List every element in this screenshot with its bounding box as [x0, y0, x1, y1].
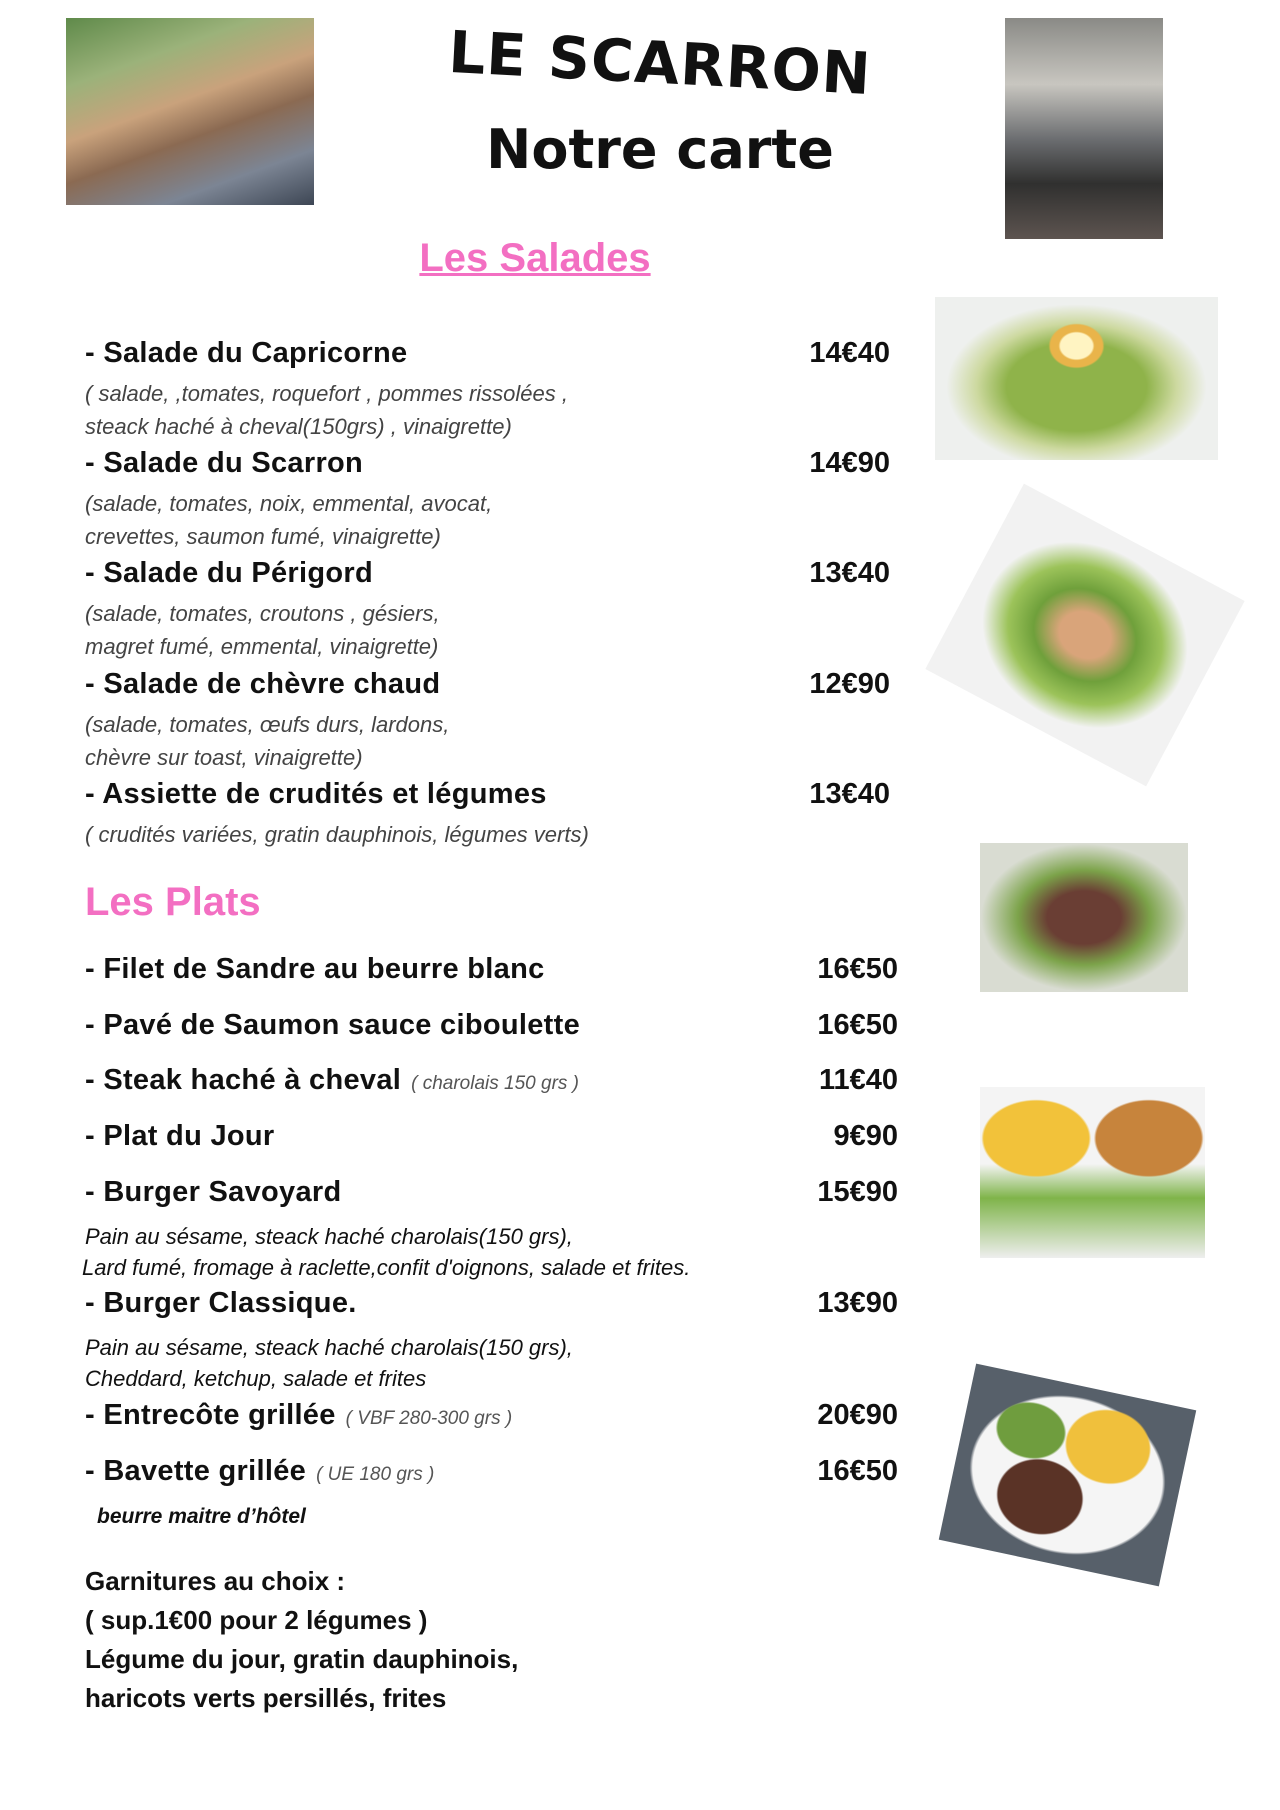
- menu-item-price: 16€50: [817, 1455, 898, 1487]
- menu-item-name: [85, 1287, 357, 1320]
- menu-item-name: [85, 1455, 434, 1488]
- menu-item-description: Pain au sésame, steack haché charolais(150 grs),: [85, 1335, 573, 1360]
- menu-item-label: - Filet de Sandre au beurre blanc: [85, 953, 545, 985]
- menu-item-description: crevettes, saumon fumé, vinaigrette): [85, 524, 441, 549]
- restaurant-title: LE SCARRON: [446, 17, 874, 109]
- salad-capricorne-photo: [935, 297, 1218, 460]
- menu-item-description: Lard fumé, fromage à raclette,confit d'oignons, salade et frites.: [82, 1255, 691, 1280]
- menu-item-label: - Plat du Jour: [85, 1120, 275, 1152]
- menu-item-price: 16€50: [817, 953, 898, 985]
- menu-item-label: - Burger Classique.: [85, 1287, 357, 1319]
- menu-item-price: 13€90: [817, 1287, 898, 1319]
- menu-item-name: [85, 1064, 579, 1097]
- menu-item-description: chèvre sur toast, vinaigrette): [85, 745, 363, 770]
- menu-item-label: - Pavé de Saumon sauce ciboulette: [85, 1009, 580, 1041]
- menu-item-name: [85, 1009, 580, 1042]
- section-heading-plats: Les Plats: [85, 880, 261, 924]
- menu-item-name: [85, 1176, 342, 1209]
- menu-item-description: (salade, tomates, croutons , gésiers,: [85, 601, 440, 626]
- garnitures-line: Garnitures au choix :: [85, 1566, 346, 1596]
- menu-item-price: 13€40: [809, 557, 890, 589]
- menu-item-description: (salade, tomates, œufs durs, lardons,: [85, 712, 450, 737]
- garnitures-line: Légume du jour, gratin dauphinois,: [85, 1644, 519, 1674]
- menu-item-name: - Salade de chèvre chaud: [85, 668, 441, 700]
- menu-item-description: Cheddard, ketchup, salade et frites: [85, 1366, 427, 1391]
- menu-item-description: ( crudités variées, gratin dauphinois, légumes verts): [85, 822, 589, 847]
- terrace-photo: [66, 18, 314, 205]
- menu-item-price: 20€90: [817, 1399, 898, 1431]
- menu-item-name: [85, 1399, 512, 1432]
- menu-item-name: - Salade du Périgord: [85, 557, 373, 589]
- menu-item-name: [85, 1120, 275, 1153]
- menu-item-description: Pain au sésame, steack haché charolais(150 grs),: [85, 1224, 573, 1249]
- beef-salad-photo: [980, 843, 1188, 992]
- menu-item-note: ( VBF 280-300 grs ): [345, 1408, 513, 1429]
- dining-room-photo: [1005, 18, 1163, 239]
- menu-item-description: ( salade, ,tomates, roquefort , pommes rissolées ,: [85, 381, 568, 406]
- salad-perigord-photo: [925, 484, 1244, 787]
- menu-item-name: - Salade du Capricorne: [85, 337, 408, 369]
- menu-item-label: - Bavette grillée: [85, 1455, 307, 1487]
- burger-photo: [980, 1087, 1205, 1258]
- section-heading-salades: Les Salades: [419, 236, 651, 280]
- menu-item-label: - Burger Savoyard: [85, 1176, 342, 1208]
- menu-item-description: (salade, tomates, noix, emmental, avocat,: [85, 491, 493, 516]
- menu-item-price: 14€90: [809, 447, 890, 479]
- menu-item-price: 14€40: [809, 337, 890, 369]
- menu-item-price: 9€90: [833, 1120, 898, 1152]
- menu-item-name: - Assiette de crudités et légumes: [85, 778, 547, 810]
- menu-subtitle: Notre carte: [486, 118, 834, 181]
- menu-item-price: 11€40: [818, 1064, 898, 1096]
- garnitures-line: haricots verts persillés, frites: [85, 1683, 447, 1713]
- menu-item-label: - Entrecôte grillée: [85, 1399, 336, 1431]
- menu-item-name: - Salade du Scarron: [85, 447, 364, 479]
- menu-item-note: ( charolais 150 grs ): [411, 1073, 580, 1094]
- garnitures-line: ( sup.1€00 pour 2 légumes ): [85, 1605, 428, 1635]
- menu-item-price: 15€90: [817, 1176, 898, 1208]
- menu-item-price: 16€50: [817, 1009, 898, 1041]
- garnitures-block: [85, 1562, 518, 1718]
- menu-item-extra: beurre maitre d’hôtel: [97, 1505, 306, 1528]
- menu-item-price: 12€90: [809, 668, 890, 700]
- menu-item-description: magret fumé, emmental, vinaigrette): [85, 634, 439, 659]
- menu-item-name: [85, 953, 545, 986]
- steak-photo: [939, 1364, 1197, 1587]
- menu-item-description: steack haché à cheval(150grs) , vinaigrette): [85, 414, 512, 439]
- menu-item-note: ( UE 180 grs ): [316, 1464, 435, 1485]
- menu-item-price: 13€40: [809, 778, 890, 810]
- menu-item-label: - Steak haché à cheval: [85, 1064, 402, 1096]
